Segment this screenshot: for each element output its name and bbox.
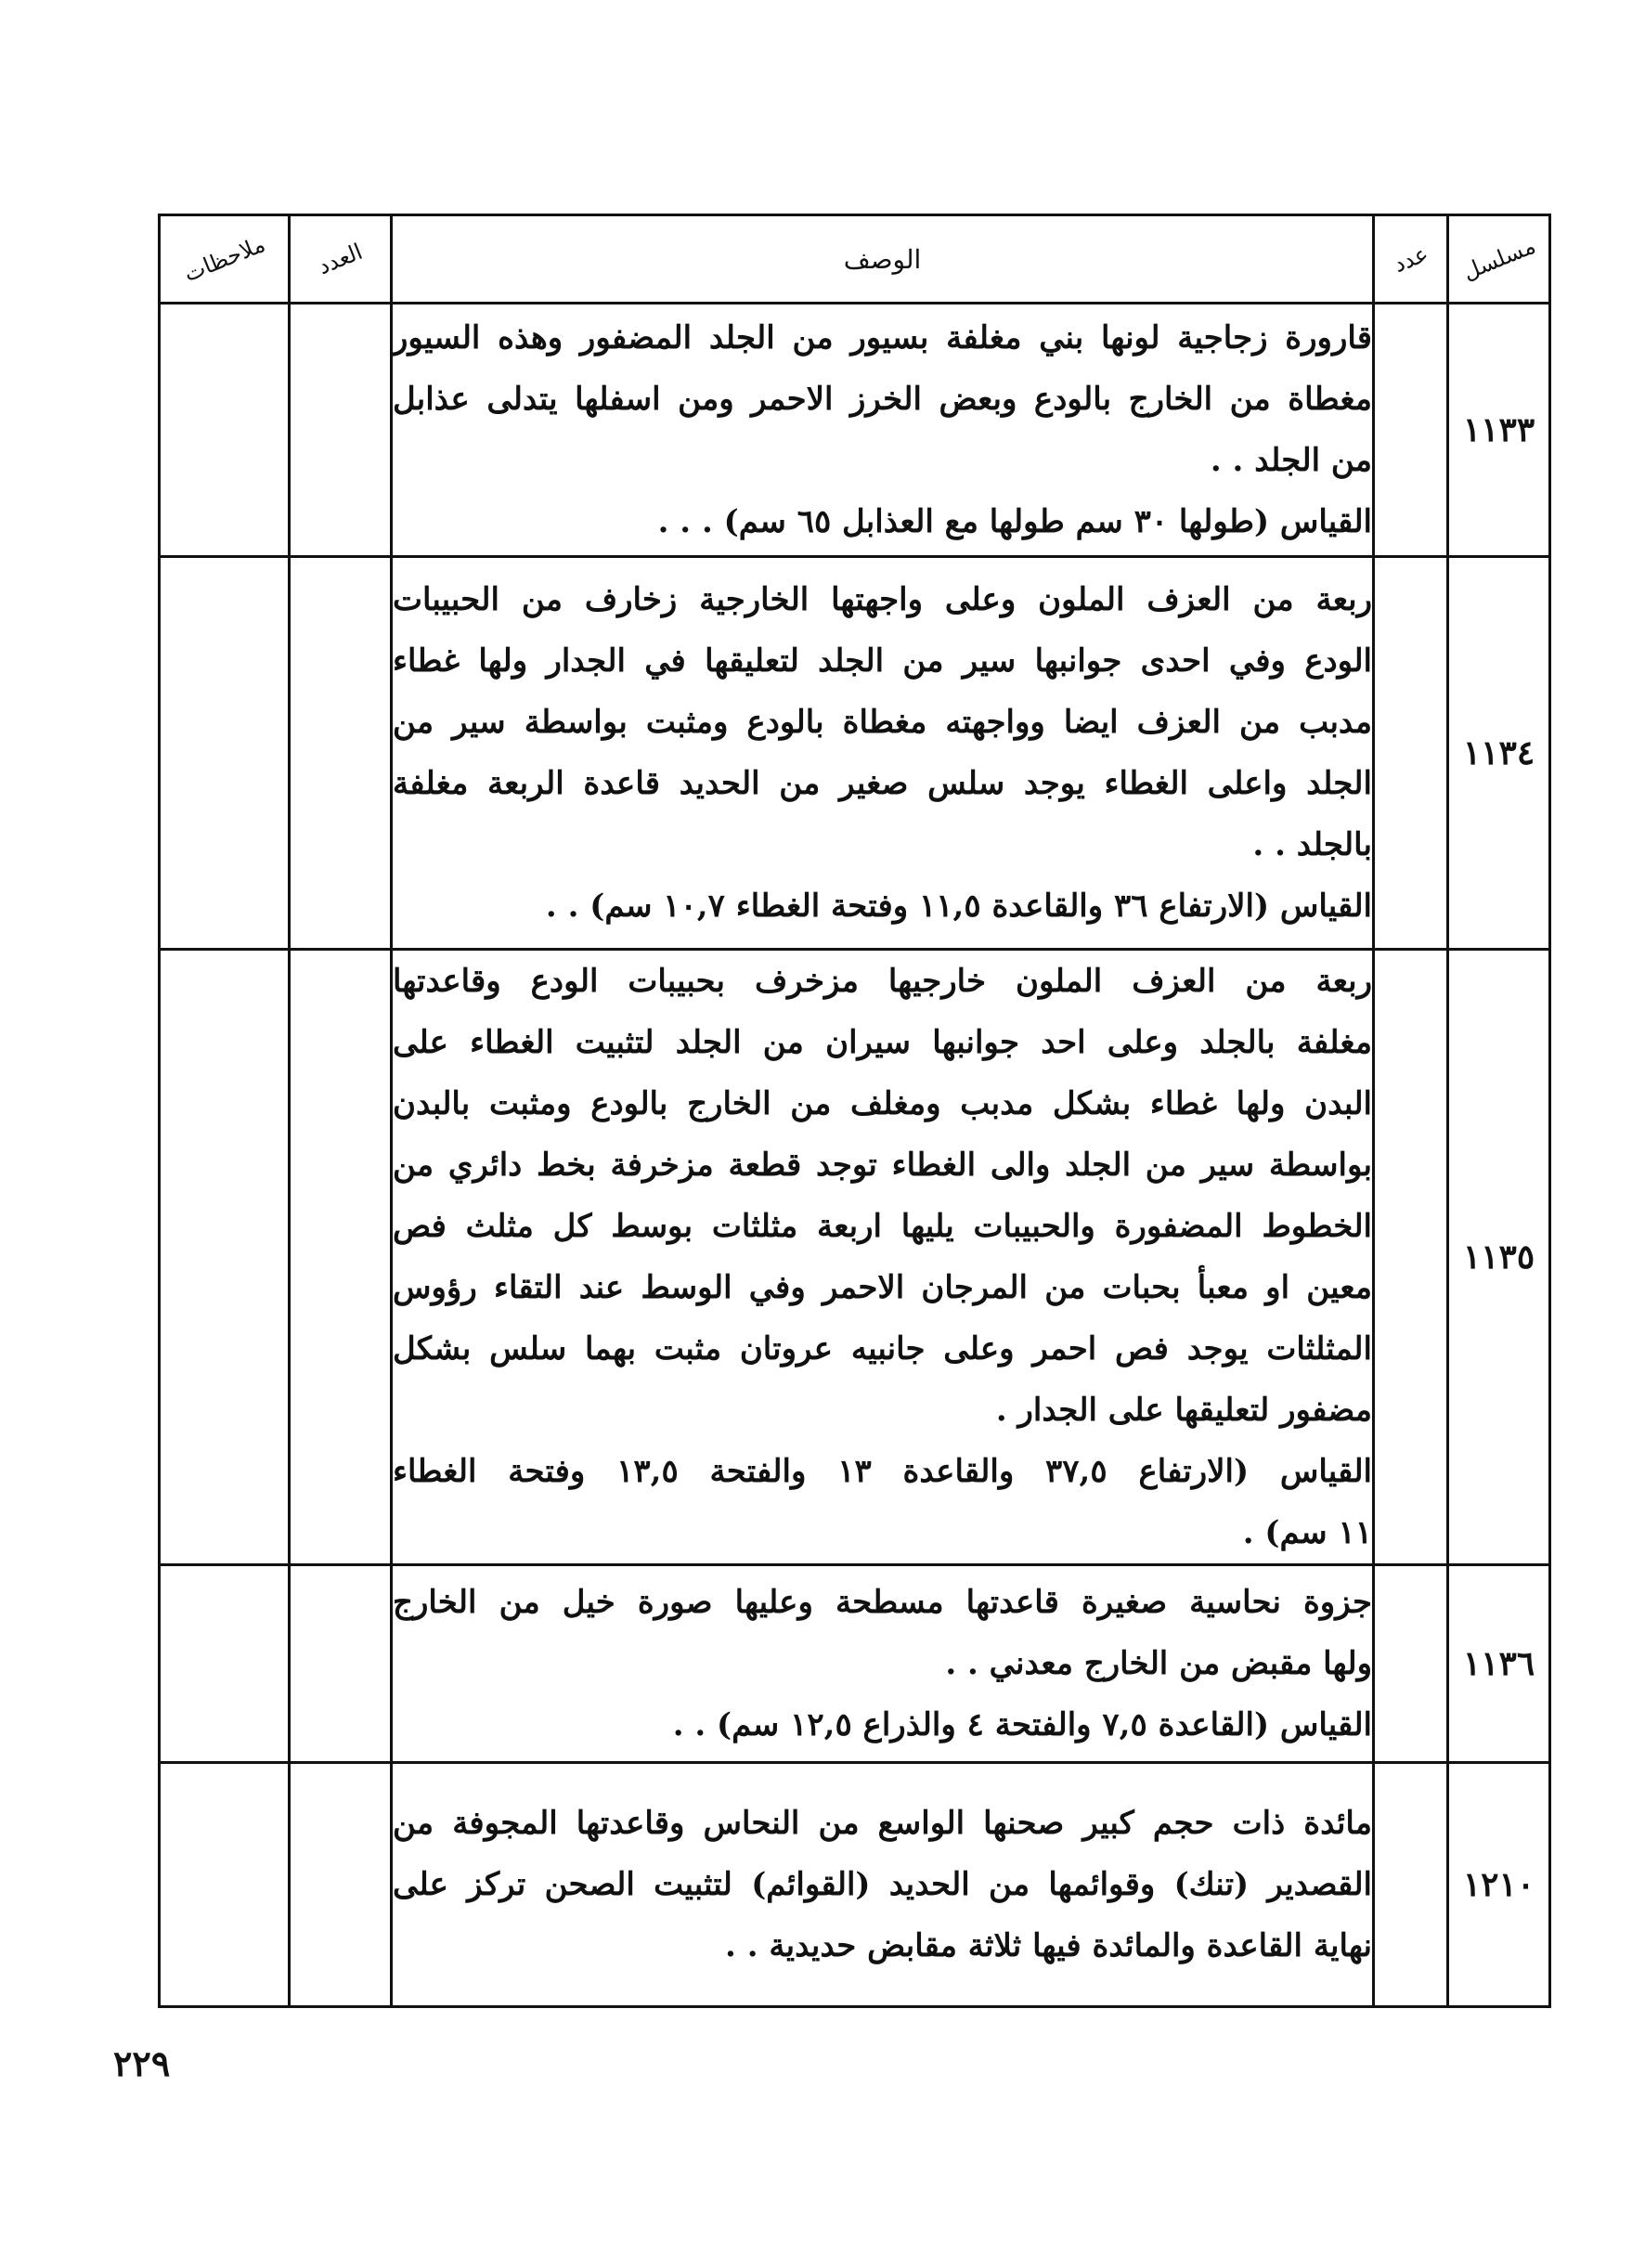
description-line: نهاية القاعدة والمائدة فيها ثلاثة مقابض حديدية . . [725,1927,1372,1964]
description-line: الودع وفي احدى جوانبها سير من الجلد لتعليقها في الجدار ولها غطاء [393,642,1372,680]
description-line: القياس (القاعدة ٧,٥ والفتحة ٤ والذراع ١٢,٥ سم) . . [672,1706,1372,1743]
table-row [160,304,1550,557]
description-line: الخطوط المضفورة والحبيبات يليها اربعة مثلثات بوسط كل مثلث فص [393,1208,1372,1245]
description-line: بواسطة سير من الجلد والى الغطاء توجد قطعة مزخرفة بخط دائري من [393,1147,1372,1184]
row-description [392,1763,1374,2007]
description-line: الجلد واعلى الغطاء يوجد سلس صغير من الحديد قاعدة الربعة مغلفة [393,765,1372,802]
table-row [160,557,1550,950]
description-line: مائدة ذات حجم كبير صحنها الواسع من النحاس وقاعدتها المجوفة من [393,1805,1372,1842]
row-count-cell [1374,950,1448,1565]
header-notes: ملاحظات [160,215,290,304]
description-line: مدبب من العزف ايضا وواجهته مغطاة بالودع ومثبت بواسطة سير من [393,704,1372,741]
row-notes-cell [160,1763,290,2007]
header-serial: مسلسل [1448,215,1550,304]
row-count-cell [1374,304,1448,557]
table-row [160,950,1550,1565]
row-number-cell [290,1565,392,1763]
row-number-cell [290,557,392,950]
row-number-cell [290,304,392,557]
description-line: القياس (الارتفاع ٣٧,٥ والقاعدة ١٣ والفتحة ١٣,٥ وفتحة الغطاء [393,1453,1373,1490]
row-notes-cell [160,304,290,557]
description-line: القياس (الارتفاع ٣٦ والقاعدة ١١,٥ وفتحة الغطاء ١٠,٧ سم) . . [545,888,1372,925]
description-line: من الجلد . . [1210,442,1372,479]
row-count-cell [1374,1565,1448,1763]
header-description: الوصف [392,215,1374,304]
description-line: ١١ سم) . [1242,1514,1372,1551]
description-line: مغطاة من الخارج بالودع وبعض الخرز الاحمر ومن اسفلها يتدلى عذابل [393,381,1372,418]
header-count: عدد [1374,215,1448,304]
row-notes-cell [160,557,290,950]
row-description [392,950,1374,1565]
description-line: معين او معبأ بحبات من المرجان الاحمر وفي الوسط عند التقاء رؤوس [393,1269,1373,1306]
description-line: القياس (طولها ٣٠ سم طولها مع العذابل ٦٥ سم) . . . [657,503,1372,540]
row-description [392,304,1374,557]
row-notes-cell [160,1565,290,1763]
row-serial: ١١٣٥ [1448,950,1550,1565]
header-number: العدد [290,215,392,304]
table-row [160,1763,1550,2007]
table-header-row [160,215,1550,304]
description-line: البدن ولها غطاء بشكل مدبب ومغلف من الخارج بالودع ومثبت بالبدن [393,1085,1372,1122]
description-line: جزوة نحاسية صغيرة قاعدتها مسطحة وعليها صورة خيل من الخارج [393,1584,1372,1621]
description-line: ربعة من العزف الملون وعلى واجهتها الخارجية زخارف من الحبيبات [393,581,1372,618]
row-description [392,557,1374,950]
description-line: بالجلد . . [1252,826,1372,863]
row-serial: ١٢١٠ [1448,1763,1550,2007]
description-line: قارورة زجاجية لونها بني مغلفة بسيور من الجلد المضفور وهذه السيور [393,319,1372,356]
row-serial: ١١٣٦ [1448,1565,1550,1763]
description-line: ولها مقبض من الخارج معدني . . [945,1645,1372,1682]
table-row [160,1565,1550,1763]
row-serial: ١١٣٣ [1448,304,1550,557]
description-line: ربعة من العزف الملون خارجيها مزخرف بحبيبات الودع وقاعدتها [393,963,1372,1000]
description-line: مغلفة بالجلد وعلى احد جوانبها سيران من الجلد لتثبيت الغطاء على [393,1024,1372,1061]
description-line: مضفور لتعليقها على الجدار . [995,1392,1372,1429]
row-number-cell [290,1763,392,2007]
row-number-cell [290,950,392,1565]
row-count-cell [1374,1763,1448,2007]
description-line: القصدير (تنك) وقوائمها من الحديد (القوائم) لتثبيت الصحن تركز على [393,1866,1372,1903]
row-notes-cell [160,950,290,1565]
row-description [392,1565,1374,1763]
description-line: المثلثات يوجد فص احمر وعلى جانبيه عروتان مثبت بهما سلس بشكل [393,1330,1372,1367]
row-count-cell [1374,557,1448,950]
catalog-table [158,214,1551,2008]
row-serial: ١١٣٤ [1448,557,1550,950]
page-number: ٢٢٩ [113,2042,171,2084]
